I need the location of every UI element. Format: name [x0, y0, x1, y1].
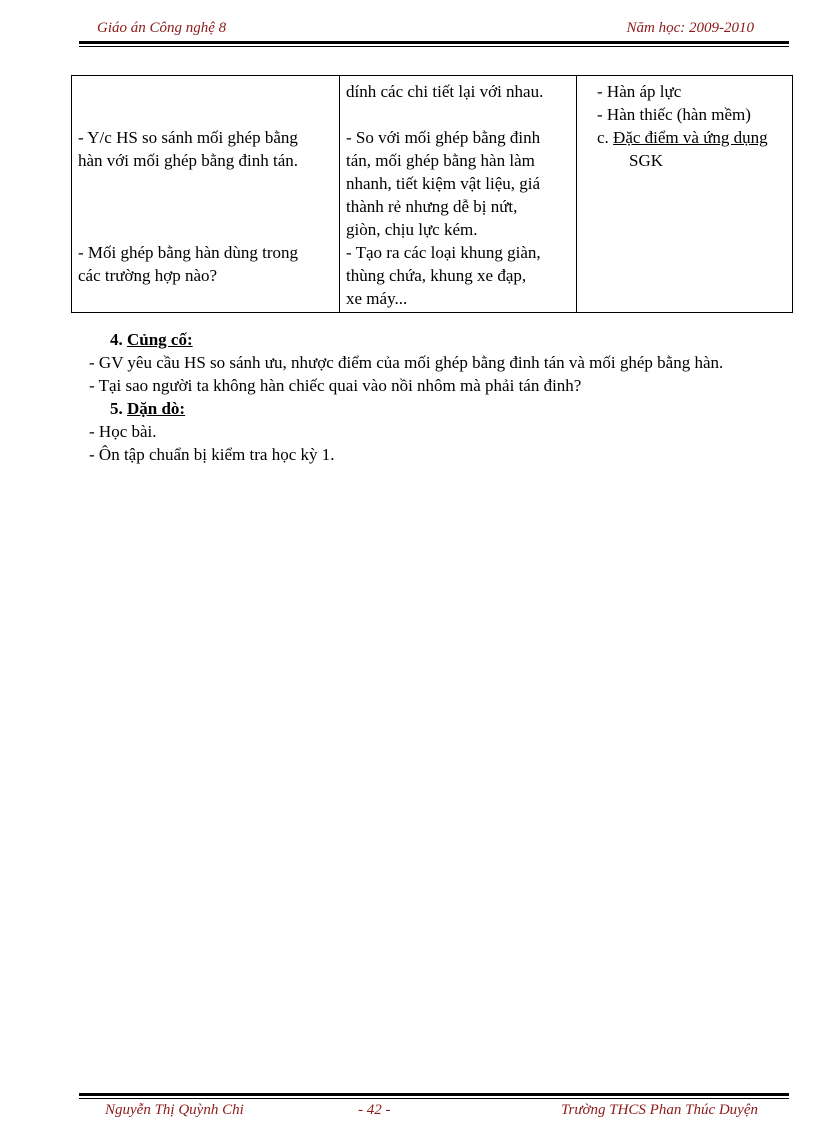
section-4 — [89, 328, 723, 397]
footer-school: Trường THCS Phan Thúc Duyện — [560, 1102, 758, 1118]
student-activity-cell — [340, 76, 577, 313]
answer-1-line-3: nhanh, tiết kiệm vật liệu, giá — [346, 174, 541, 193]
footer-page-number: - 42 - — [358, 1102, 391, 1118]
section-5-item-2: - Ôn tập chuẩn bị kiểm tra học kỳ 1. — [89, 445, 335, 464]
lesson-table — [71, 75, 793, 313]
header-rule — [79, 41, 789, 47]
content-sgk: SGK — [629, 151, 664, 170]
header-school-year: Năm học: 2009-2010 — [626, 20, 754, 36]
table-row — [72, 76, 793, 313]
footer-rule — [79, 1093, 789, 1099]
answer-1-line-1: - So với mối ghép bằng đinh — [346, 128, 541, 147]
answer-1-line-4: thành rẻ nhưng dễ bị nứt, — [346, 197, 518, 216]
answer-2-line-2: thùng chứa, khung xe đạp, — [346, 266, 527, 285]
answer-1-line-2: tán, mối ghép bằng hàn làm — [346, 151, 535, 170]
question-1-line-1: - Y/c HS so sánh mối ghép bằng — [78, 128, 298, 147]
section-5-item-1: - Học bài. — [89, 422, 157, 441]
content-line-2: - Hàn thiếc (hàn mềm) — [597, 105, 751, 124]
header-subject: Giáo án Công nghệ 8 — [97, 20, 227, 36]
answer-2-line-1: - Tạo ra các loại khung giàn, — [346, 243, 541, 262]
footer-author: Nguyễn Thị Quỳnh Chi — [105, 1102, 244, 1118]
answer-0-line: dính các chi tiết lại với nhau. — [346, 82, 544, 101]
content-heading-prefix: c. — [597, 128, 609, 147]
section-5-number: 5. — [110, 399, 123, 418]
question-2-line-2: các trường hợp nào? — [78, 266, 218, 285]
section-5-title — [89, 397, 335, 420]
section-4-item-2: - Tại sao người ta không hàn chiếc quai vào nồi nhôm mà phải tán đinh? — [89, 376, 582, 395]
content-cell — [577, 76, 793, 313]
content-line-1: - Hàn áp lực — [597, 82, 682, 101]
section-5 — [89, 397, 335, 466]
teacher-activity-cell — [72, 76, 340, 313]
answer-2-line-3: xe máy... — [346, 289, 408, 308]
section-4-item-1: - GV yêu cầu HS so sánh ưu, nhược điểm của mối ghép bằng đinh tán và mối ghép bằng hàn. — [89, 353, 724, 372]
answer-1-line-5: giòn, chịu lực kém. — [346, 220, 478, 239]
section-4-number: 4. — [110, 330, 123, 349]
content-heading-title: Đặc điểm và ứng dụng — [613, 128, 768, 147]
section-4-title-text: Củng cố: — [127, 330, 193, 349]
question-1-line-2: hàn với mối ghép bằng đinh tán. — [78, 151, 299, 170]
section-4-title — [89, 328, 723, 351]
question-2-line-1: - Mối ghép bằng hàn dùng trong — [78, 243, 299, 262]
content-heading-c — [597, 126, 786, 149]
section-5-title-text: Dặn dò: — [127, 399, 186, 418]
